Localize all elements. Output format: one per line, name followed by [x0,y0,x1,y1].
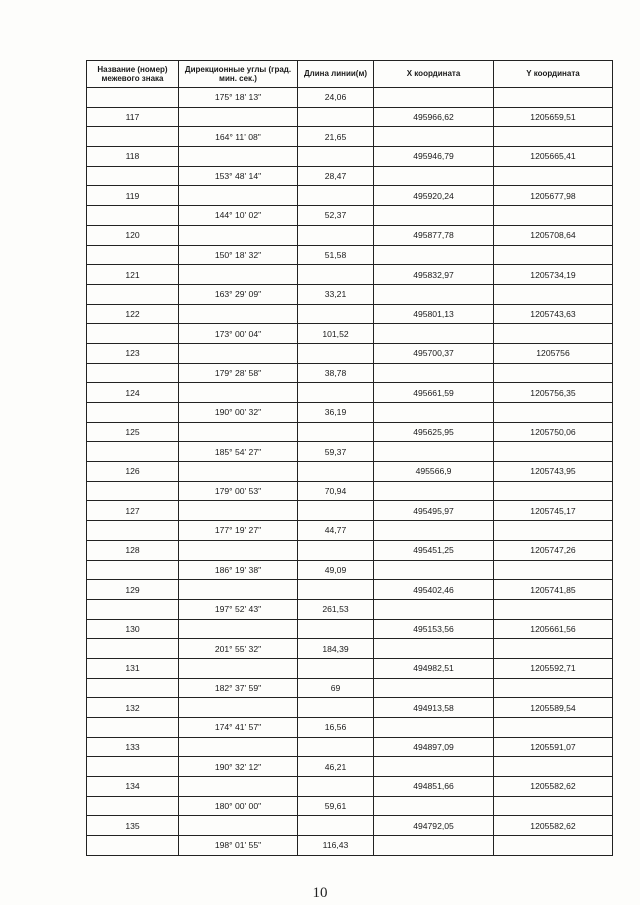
table-row [87,678,613,698]
x-coordinate-cell [374,678,494,698]
table-row [87,225,613,245]
table-row [87,206,613,226]
direction-angle-cell: 150° 18' 32" [179,245,298,265]
line-length-cell: 38,78 [298,363,374,383]
mark-name-cell: 119 [87,186,179,206]
table-header-row [87,61,613,88]
line-length-cell [298,658,374,678]
mark-name-cell: 122 [87,304,179,324]
table-row [87,540,613,560]
x-coordinate-cell [374,442,494,462]
line-length-cell: 69 [298,678,374,698]
mark-name-cell [87,88,179,108]
line-length-cell [298,698,374,718]
mark-name-cell: 117 [87,107,179,127]
direction-angle-cell: 198° 01' 55" [179,836,298,856]
direction-angle-cell [179,265,298,285]
line-length-cell: 44,77 [298,521,374,541]
mark-name-cell: 131 [87,658,179,678]
line-length-cell [298,816,374,836]
direction-angle-cell [179,383,298,403]
y-coordinate-cell: 1205741,85 [494,580,613,600]
header-y-coordinate: Y координата [494,61,613,88]
y-coordinate-cell: 1205591,07 [494,737,613,757]
y-coordinate-cell [494,521,613,541]
mark-name-cell: 126 [87,462,179,482]
mark-name-cell [87,363,179,383]
line-length-cell: 52,37 [298,206,374,226]
x-coordinate-cell: 495402,46 [374,580,494,600]
line-length-cell: 70,94 [298,481,374,501]
mark-name-cell: 127 [87,501,179,521]
x-coordinate-cell: 495566,9 [374,462,494,482]
mark-name-cell [87,403,179,423]
direction-angle-cell [179,501,298,521]
y-coordinate-cell: 1205661,56 [494,619,613,639]
y-coordinate-cell: 1205589,54 [494,698,613,718]
line-length-cell: 59,61 [298,796,374,816]
y-coordinate-cell: 1205582,62 [494,777,613,797]
line-length-cell [298,777,374,797]
direction-angle-cell: 185° 54' 27" [179,442,298,462]
table-row [87,245,613,265]
y-coordinate-cell [494,166,613,186]
y-coordinate-cell [494,836,613,856]
direction-angle-cell: 144° 10' 02" [179,206,298,226]
mark-name-cell: 128 [87,540,179,560]
line-length-cell [298,540,374,560]
x-coordinate-cell: 495700,37 [374,343,494,363]
line-length-cell: 101,52 [298,324,374,344]
line-length-cell: 28,47 [298,166,374,186]
table-row [87,560,613,580]
direction-angle-cell [179,540,298,560]
table-row [87,521,613,541]
direction-angle-cell: 163° 29' 09" [179,284,298,304]
table-row [87,777,613,797]
y-coordinate-cell [494,127,613,147]
y-coordinate-cell [494,757,613,777]
mark-name-cell [87,166,179,186]
mark-name-cell: 124 [87,383,179,403]
line-length-cell [298,501,374,521]
x-coordinate-cell: 494851,66 [374,777,494,797]
table-row [87,462,613,482]
table-row [87,698,613,718]
line-length-cell: 51,58 [298,245,374,265]
line-length-cell [298,225,374,245]
y-coordinate-cell [494,442,613,462]
table-row [87,343,613,363]
y-coordinate-cell: 1205659,51 [494,107,613,127]
direction-angle-cell [179,737,298,757]
x-coordinate-cell [374,599,494,619]
direction-angle-cell: 180° 00' 00" [179,796,298,816]
direction-angle-cell: 190° 32' 12" [179,757,298,777]
x-coordinate-cell [374,796,494,816]
table-row [87,619,613,639]
line-length-cell [298,383,374,403]
mark-name-cell [87,127,179,147]
line-length-cell [298,147,374,167]
y-coordinate-cell: 1205677,98 [494,186,613,206]
line-length-cell [298,304,374,324]
direction-angle-cell [179,107,298,127]
line-length-cell: 21,65 [298,127,374,147]
x-coordinate-cell [374,206,494,226]
x-coordinate-cell: 495451,25 [374,540,494,560]
mark-name-cell: 132 [87,698,179,718]
x-coordinate-cell [374,521,494,541]
line-length-cell: 46,21 [298,757,374,777]
table-row [87,324,613,344]
table-row [87,403,613,423]
direction-angle-cell [179,186,298,206]
mark-name-cell: 123 [87,343,179,363]
table-row [87,639,613,659]
table-row [87,658,613,678]
table-row [87,718,613,738]
y-coordinate-cell [494,481,613,501]
x-coordinate-cell [374,403,494,423]
x-coordinate-cell: 495877,78 [374,225,494,245]
mark-name-cell [87,442,179,462]
mark-name-cell: 134 [87,777,179,797]
table-row [87,422,613,442]
y-coordinate-cell [494,639,613,659]
mark-name-cell [87,836,179,856]
line-length-cell [298,619,374,639]
direction-angle-cell: 179° 28' 58" [179,363,298,383]
mark-name-cell [87,678,179,698]
mark-name-cell: 129 [87,580,179,600]
boundary-marks-table-container [86,60,613,856]
direction-angle-cell [179,422,298,442]
mark-name-cell [87,560,179,580]
direction-angle-cell: 182° 37' 59" [179,678,298,698]
direction-angle-cell: 201° 55' 32" [179,639,298,659]
x-coordinate-cell [374,166,494,186]
mark-name-cell [87,718,179,738]
x-coordinate-cell [374,481,494,501]
table-row [87,501,613,521]
y-coordinate-cell [494,245,613,265]
table-row [87,580,613,600]
header-x-coordinate: X координата [374,61,494,88]
x-coordinate-cell: 495946,79 [374,147,494,167]
mark-name-cell [87,245,179,265]
mark-name-cell [87,481,179,501]
table-row [87,147,613,167]
table-row [87,363,613,383]
mark-name-cell [87,206,179,226]
y-coordinate-cell: 1205665,41 [494,147,613,167]
direction-angle-cell: 175° 18' 13" [179,88,298,108]
y-coordinate-cell: 1205743,63 [494,304,613,324]
direction-angle-cell [179,658,298,678]
line-length-cell: 33,21 [298,284,374,304]
x-coordinate-cell: 495661,59 [374,383,494,403]
table-row [87,284,613,304]
line-length-cell [298,343,374,363]
table-row [87,599,613,619]
y-coordinate-cell: 1205592,71 [494,658,613,678]
y-coordinate-cell: 1205582,62 [494,816,613,836]
direction-angle-cell: 164° 11' 08" [179,127,298,147]
table-row [87,383,613,403]
direction-angle-cell: 153° 48' 14" [179,166,298,186]
x-coordinate-cell: 495153,56 [374,619,494,639]
x-coordinate-cell [374,324,494,344]
mark-name-cell: 133 [87,737,179,757]
y-coordinate-cell: 1205745,17 [494,501,613,521]
direction-angle-cell: 174° 41' 57" [179,718,298,738]
table-row [87,127,613,147]
x-coordinate-cell: 495495,97 [374,501,494,521]
table-row [87,304,613,324]
x-coordinate-cell: 494897,09 [374,737,494,757]
line-length-cell: 184,39 [298,639,374,659]
header-direction-angles: Дирекционные углы (град. мин. сек.) [179,61,298,88]
y-coordinate-cell: 1205750,06 [494,422,613,442]
direction-angle-cell: 190° 00' 32" [179,403,298,423]
direction-angle-cell [179,777,298,797]
x-coordinate-cell [374,560,494,580]
line-length-cell: 24,06 [298,88,374,108]
mark-name-cell: 135 [87,816,179,836]
x-coordinate-cell: 495801,13 [374,304,494,324]
line-length-cell [298,737,374,757]
x-coordinate-cell [374,718,494,738]
y-coordinate-cell [494,324,613,344]
direction-angle-cell: 173° 00' 04" [179,324,298,344]
table-body [87,88,613,856]
direction-angle-cell [179,462,298,482]
line-length-cell: 261,53 [298,599,374,619]
line-length-cell [298,462,374,482]
x-coordinate-cell [374,88,494,108]
line-length-cell: 116,43 [298,836,374,856]
y-coordinate-cell [494,678,613,698]
y-coordinate-cell [494,206,613,226]
y-coordinate-cell: 1205756 [494,343,613,363]
y-coordinate-cell: 1205743,95 [494,462,613,482]
line-length-cell [298,422,374,442]
direction-angle-cell: 197° 52' 43" [179,599,298,619]
direction-angle-cell [179,698,298,718]
direction-angle-cell [179,619,298,639]
table-row [87,796,613,816]
direction-angle-cell: 179° 00' 53" [179,481,298,501]
x-coordinate-cell: 495832,97 [374,265,494,285]
table-row [87,166,613,186]
direction-angle-cell [179,147,298,167]
y-coordinate-cell [494,560,613,580]
table-row [87,836,613,856]
header-mark-name: Название (номер) межевого знака [87,61,179,88]
x-coordinate-cell: 495625,95 [374,422,494,442]
direction-angle-cell: 186° 19' 38" [179,560,298,580]
direction-angle-cell [179,816,298,836]
table-row [87,186,613,206]
table-row [87,737,613,757]
table-row [87,265,613,285]
x-coordinate-cell: 495966,62 [374,107,494,127]
y-coordinate-cell: 1205734,19 [494,265,613,285]
line-length-cell: 49,09 [298,560,374,580]
line-length-cell [298,107,374,127]
page-number: 10 [312,885,328,901]
mark-name-cell [87,284,179,304]
y-coordinate-cell [494,88,613,108]
table-row [87,816,613,836]
table-row [87,107,613,127]
y-coordinate-cell [494,599,613,619]
x-coordinate-cell [374,639,494,659]
x-coordinate-cell: 494982,51 [374,658,494,678]
line-length-cell: 16,56 [298,718,374,738]
y-coordinate-cell [494,718,613,738]
mark-name-cell [87,521,179,541]
mark-name-cell [87,757,179,777]
x-coordinate-cell [374,127,494,147]
x-coordinate-cell [374,757,494,777]
direction-angle-cell [179,225,298,245]
y-coordinate-cell [494,284,613,304]
y-coordinate-cell: 1205747,26 [494,540,613,560]
table-row [87,88,613,108]
x-coordinate-cell: 495920,24 [374,186,494,206]
line-length-cell [298,580,374,600]
y-coordinate-cell: 1205756,35 [494,383,613,403]
direction-angle-cell [179,343,298,363]
mark-name-cell: 125 [87,422,179,442]
table-row [87,481,613,501]
mark-name-cell [87,599,179,619]
mark-name-cell: 130 [87,619,179,639]
table-row [87,757,613,777]
x-coordinate-cell: 494913,58 [374,698,494,718]
y-coordinate-cell [494,363,613,383]
x-coordinate-cell [374,836,494,856]
mark-name-cell [87,796,179,816]
direction-angle-cell [179,580,298,600]
x-coordinate-cell [374,363,494,383]
mark-name-cell: 121 [87,265,179,285]
header-line-length: Длина линии(м) [298,61,374,88]
line-length-cell [298,186,374,206]
direction-angle-cell: 177° 19' 27" [179,521,298,541]
mark-name-cell: 118 [87,147,179,167]
y-coordinate-cell [494,403,613,423]
y-coordinate-cell: 1205708,64 [494,225,613,245]
mark-name-cell [87,324,179,344]
x-coordinate-cell [374,245,494,265]
mark-name-cell [87,639,179,659]
x-coordinate-cell [374,284,494,304]
direction-angle-cell [179,304,298,324]
mark-name-cell: 120 [87,225,179,245]
y-coordinate-cell [494,796,613,816]
line-length-cell: 59,37 [298,442,374,462]
boundary-marks-table [86,60,613,856]
table-row [87,442,613,462]
x-coordinate-cell: 494792,05 [374,816,494,836]
line-length-cell: 36,19 [298,403,374,423]
line-length-cell [298,265,374,285]
